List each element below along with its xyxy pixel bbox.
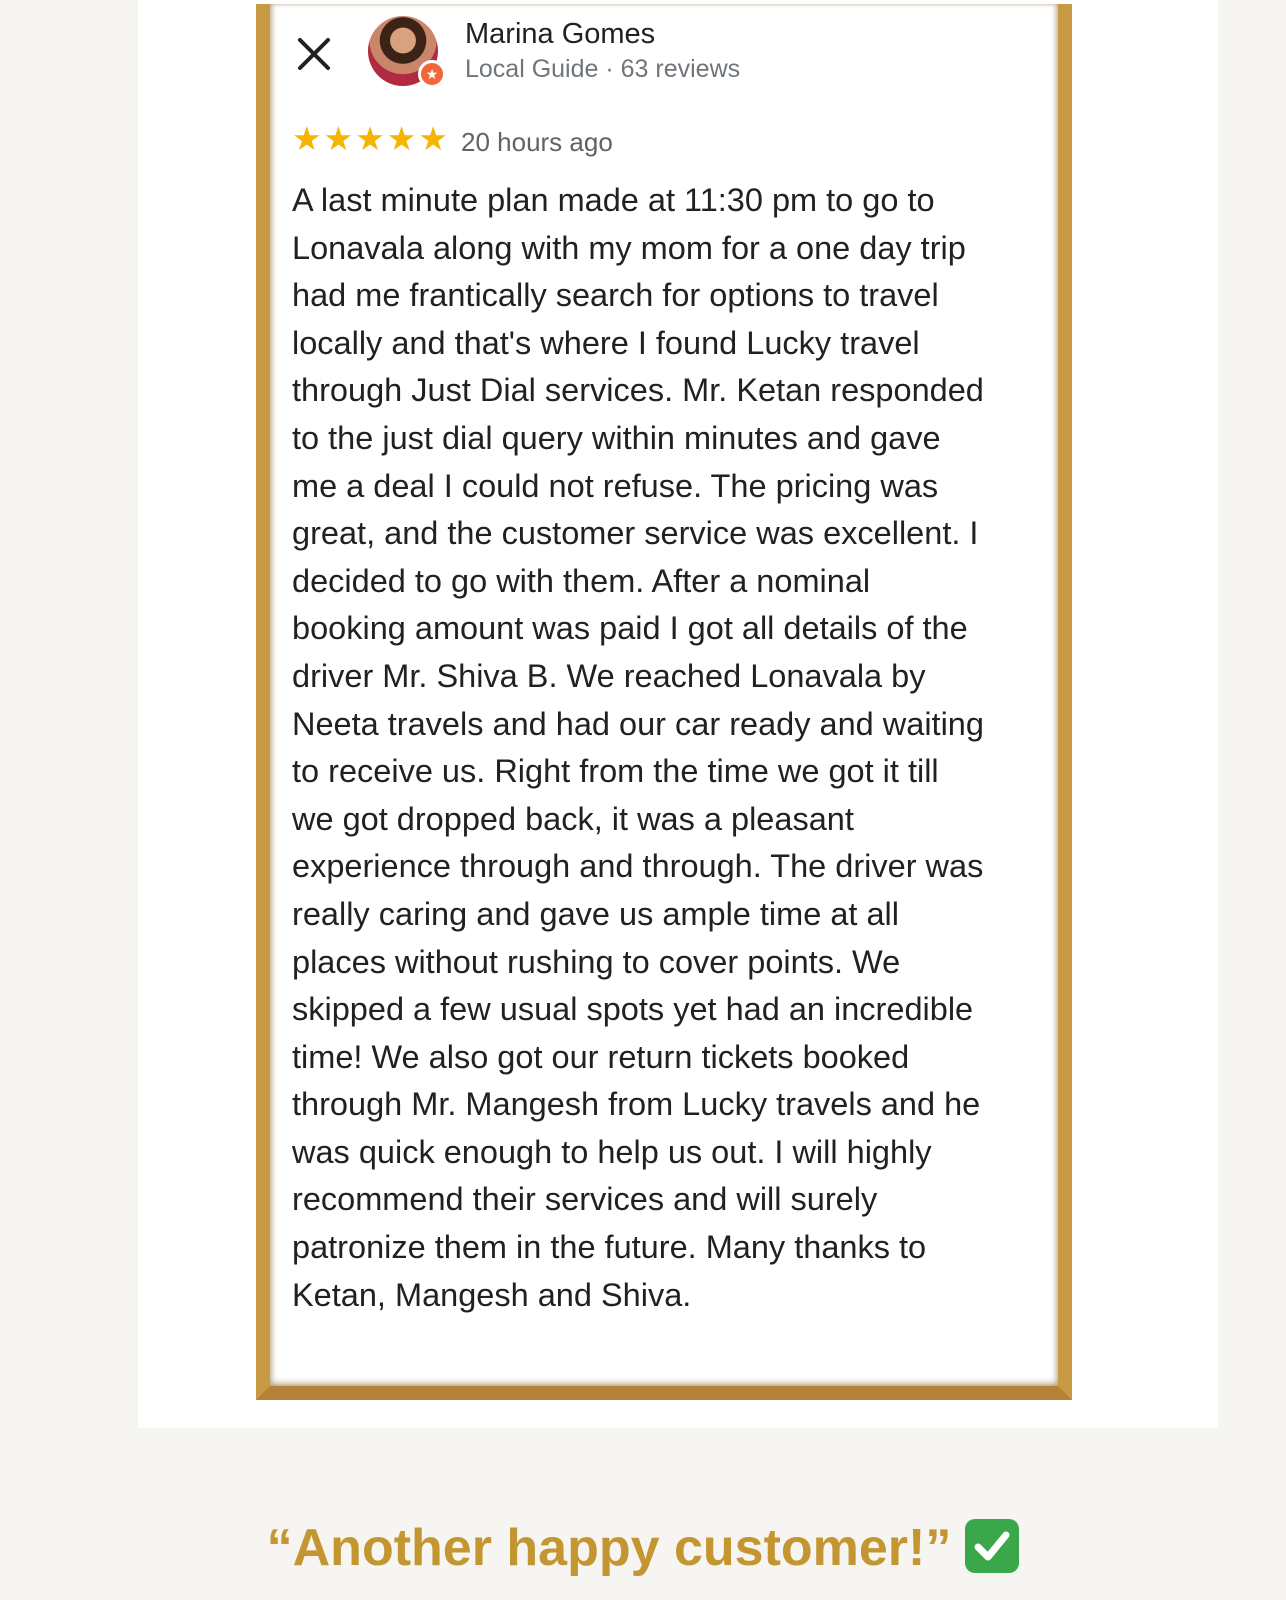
review-line: patronize them in the future. Many thanks to (292, 1229, 927, 1266)
review-line: A last minute plan made at 11:30 pm to go to (292, 182, 935, 218)
review-line: places without rushing to cover points. We (292, 943, 901, 980)
caption (0, 1518, 1286, 1578)
review-time: 20 hours ago (461, 127, 613, 157)
close-icon[interactable] (294, 34, 334, 74)
review-line: Lonavala along with my mom for a one day trip (292, 229, 966, 266)
star-icon: ★ (323, 120, 354, 157)
star-icon: ★ (418, 120, 448, 157)
review-line: time! We also got our return tickets booked (292, 1038, 910, 1075)
review-line: booking amount was paid I got all details of the (292, 610, 968, 647)
review-body (292, 177, 1052, 1319)
review-line: locally and that's where I found Lucky travel (292, 324, 920, 361)
review-line: to receive us. Right from the time we got it till (292, 753, 939, 790)
review-line: experience through and through. The driver was (292, 848, 984, 885)
review-line: through Mr. Mangesh from Lucky travels and he (292, 1086, 981, 1123)
review-line: decided to go with them. After a nominal (292, 562, 871, 599)
review-line: recommend their services and will surely (292, 1181, 878, 1218)
reviewer-name[interactable]: Marina Gomes (465, 18, 656, 50)
review-line: great, and the customer service was excellent. I (292, 515, 979, 552)
review-line: driver Mr. Shiva B. We reached Lonavala by (292, 657, 926, 694)
review-line: Neeta travels and had our car ready and waiting (292, 705, 984, 742)
star-rating (292, 122, 448, 155)
caption-text: “Another happy customer!” (266, 1519, 952, 1577)
review-line: really caring and gave us ample time at all (292, 895, 899, 932)
review-line: had me frantically search for options to travel (292, 277, 939, 314)
star-icon: ★ (386, 120, 417, 157)
star-icon: ★ (292, 120, 322, 157)
star-icon: ★ (355, 120, 385, 157)
review-line: me a deal I could not refuse. The pricing was (292, 467, 939, 504)
review-line: to the just dial query within minutes and gave (292, 419, 941, 456)
review-line: Ketan, Mangesh and Shiva. (292, 1276, 692, 1313)
local-guide-star-icon: ★ (418, 60, 446, 88)
reviewer-meta: Local Guide · 63 reviews (465, 55, 741, 83)
review-line: through Just Dial services. Mr. Ketan responded (292, 372, 984, 409)
review-line: we got dropped back, it was a pleasant (292, 800, 854, 837)
review-line: skipped a few usual spots yet had an incredible (292, 991, 974, 1028)
check-mark-button-icon (965, 1519, 1019, 1573)
review-line: was quick enough to help us out. I will highly (292, 1133, 932, 1170)
